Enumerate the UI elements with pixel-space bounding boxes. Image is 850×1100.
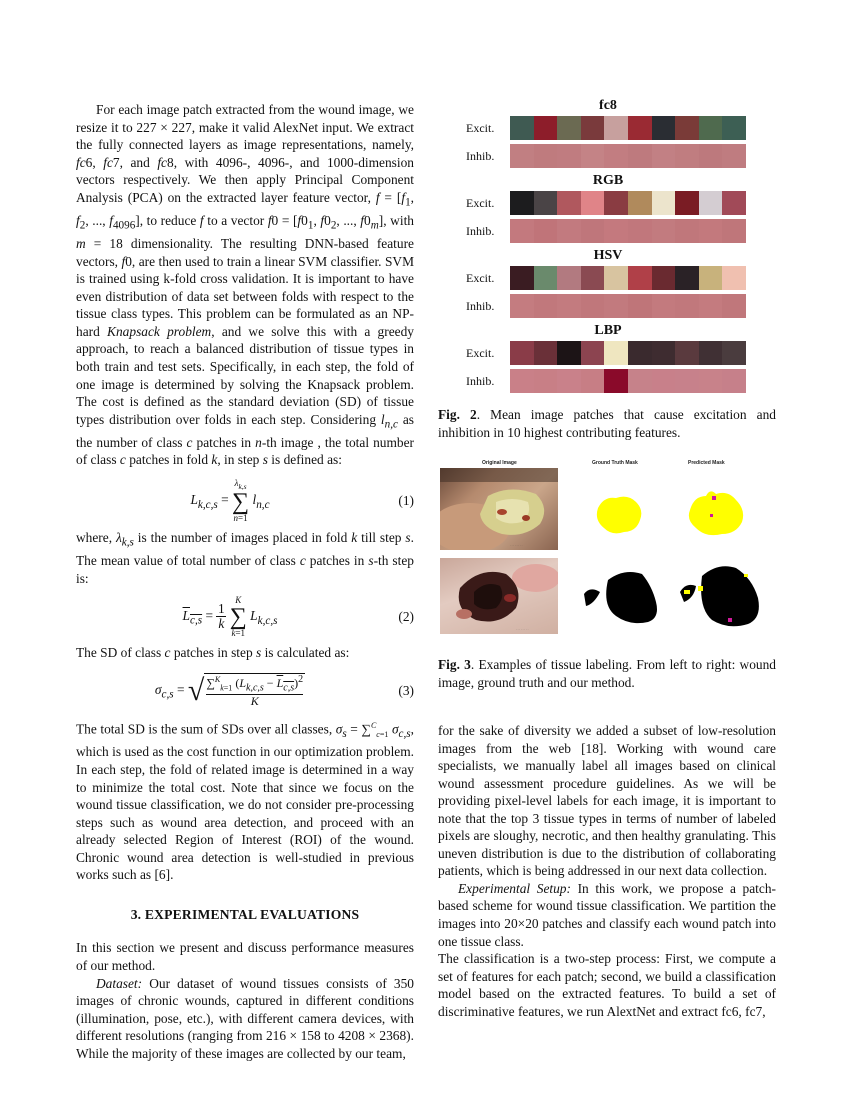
fig2-patch [628, 294, 652, 318]
fig2-patch-strip [510, 219, 746, 243]
right-column [438, 722, 776, 1020]
paragraph-lambda: where, $\lambda_{k,s}$ is the number of images placed in fold k till step s. The mean value of total number of class c patches in s-th step is: [76, 530, 415, 587]
equation-3-number: (3) [398, 683, 414, 699]
figure-3 [440, 460, 776, 638]
fig2-group-title: LBP [594, 323, 622, 338]
fig2-patch [581, 191, 605, 215]
fig2-inhib-label: Inhib. [466, 148, 495, 163]
dataset-label: Dataset: [96, 975, 143, 991]
fig2-patch [652, 116, 676, 140]
fig2-patch-strip [510, 116, 746, 140]
fig2-patch [722, 144, 746, 168]
fig2-excit-label: Excit. [466, 345, 495, 360]
fig2-inhib-label: Inhib. [466, 298, 495, 313]
fig2-patch [699, 116, 723, 140]
fig2-patch-strip [510, 341, 746, 365]
wound-photo-2-art [440, 558, 558, 634]
fig2-patch [581, 341, 605, 365]
fig2-patch [722, 266, 746, 290]
fig2-patch [699, 144, 723, 168]
fig2-excit-row [438, 190, 778, 216]
fig2-patch [652, 266, 676, 290]
fig2-patch [534, 191, 558, 215]
paragraph-classification: The classification is a two-step process: First, we compute a set of features for each patch; second, we build a classification model based on the extracted features. To build a set of discriminative features, we run AlextNet and extract fc6, fc7, [438, 951, 776, 1019]
fig2-inhib-row [438, 218, 778, 244]
fig2-patch [581, 219, 605, 243]
equation-3-body: $\sigma_{c,s}$ = √ $\frac{\sum^K_{k=1} (L_{k,c,s} - L_{c,s})^2}{K}$ [154, 674, 304, 708]
fig2-patch [534, 341, 558, 365]
fig2-patch [722, 116, 746, 140]
photo-1-watermark: . . . . . . . . [510, 543, 523, 547]
fig2-excit-label: Excit. [466, 270, 495, 285]
fig3-col-predicted: Predicted Mask [688, 460, 725, 466]
fig2-patch [699, 294, 723, 318]
fig3-caption-text: . Examples of tissue labeling. From left to right: wound image, ground truth and our method. [438, 657, 776, 690]
fig2-inhib-row [438, 293, 778, 319]
fig2-patch [510, 144, 534, 168]
wound-photo-1 [440, 468, 558, 550]
fig2-inhib-row [438, 143, 778, 169]
fig2-patch [557, 369, 581, 393]
paragraph-total-sd: The total SD is the sum of SDs over all classes, $\sigma_s = \sum^C_{c=1}$ $\sigma_{c,s}$, which is used as the cost function in our optimization problem. In each step, the fold of related image is determined in a way to minimize the total cost. Note that since we focus on the wound tissue classification, we do not consider pre-processing steps such as wound area detection, and proceed with an already selected Region of Interest (ROI) of the wound. Chronic wound area detection is well-studied in previous works such as [6]. [76, 720, 414, 883]
fig2-patch [699, 369, 723, 393]
fig2-patch [675, 341, 699, 365]
fig2-patch [722, 191, 746, 215]
fig2-patch-strip [510, 369, 746, 393]
fig2-patch [652, 341, 676, 365]
equation-3 [76, 673, 414, 709]
fig2-patch [652, 219, 676, 243]
paragraph-sd: The SD of class c patches in step s is calculated as: [76, 644, 350, 660]
photo-2-watermark: . . . . . . . . [516, 627, 529, 631]
paragraph-method: For each image patch extracted from the wound image, we resize it to 227 × 227, make it valid AlexNet input. We extract the fully connected layers as image representations, namely, fc6, fc7, and fc8, with 4096-, 4096-, and 1000-dimension vectors respectively. We then apply Principal Component Analysis (PCA) on the extracted layer feature vector, $f = [f_1$, $f_2$, ..., $f_{4096}$], to reduce f to a vector $f0 = [f0_1$, $f0_2$, ..., $f0_m$], with m = 18 dimensionality. The resulting DNN-based feature vectors, f0, are then used to train a linear SVM classifier. SVM is trained using k-fold cross validation. It is important to have even distribution of data set between folds with respect to the tissue class types. This problem can be formulated as an NP-hard Knapsack problem, and we solve this with a greedy approach, to reach a balanced distribution of tissue types in both train and test sets. Specifically, in each step, the fold of one image is determined by solving the Knapsack problem. The cost is defined as the standard deviation (SD) of tissue types distribution over folds in each step. Considering $l_{n,c}$ as the number of class c patches in n-th image , the total number of class c patches in fold k, in step s is defined as: [76, 102, 414, 468]
paragraph-dataset [76, 975, 414, 1063]
fig2-patch-strip [510, 191, 746, 215]
fig2-patch-strip [510, 266, 746, 290]
wound-photo-1-art [440, 468, 558, 550]
fig2-patch [628, 191, 652, 215]
setup-label: Experimental Setup: [458, 880, 571, 896]
fig2-excit-label: Excit. [466, 120, 495, 135]
fig2-inhib-label: Inhib. [466, 373, 495, 388]
fig2-excit-row [438, 340, 778, 366]
section-heading: 3. EXPERIMENTAL EVALUATIONS [130, 906, 360, 922]
fig2-group-title: fc8 [599, 98, 617, 113]
fig2-patch [675, 266, 699, 290]
fig2-patch [534, 219, 558, 243]
fig3-caption-label: Fig. 3 [438, 657, 471, 672]
fig2-patch [557, 191, 581, 215]
wound-photo-2 [440, 558, 558, 634]
fig2-patch [510, 191, 534, 215]
equation-2-body: $L_{c,s}$ = $\frac{1}{k}$ K ∑ k=1 $L_{k,c,s}$ [182, 594, 278, 638]
paragraph-intro-eval: In this section we present and discuss performance measures of our method. [76, 940, 414, 973]
fig2-patch [628, 219, 652, 243]
ground-truth-mask-1 [590, 490, 650, 540]
fig2-patch [534, 294, 558, 318]
fig2-groups [438, 96, 778, 394]
fig2-patch [534, 116, 558, 140]
fig2-patch [604, 191, 628, 215]
fig2-patch [510, 294, 534, 318]
left-column [76, 101, 414, 1062]
fig2-patch [534, 369, 558, 393]
paragraph-diversity: for the sake of diversity we added a subset of low-resolution images from the web [18]. Working with wound care specialists, we manually label all images based on clinical wound assessment procedure guidelines. As we will be providing pixel-level labels for each image, it is important to note that the top 3 tissue types in terms of number of labeled pixels are sloughy, necrotic, and then healthy granulating. This uneven distribution is due to the distribution of collaborating patients, which is being addressed in our next data collection. [438, 723, 776, 879]
fig2-patch [581, 266, 605, 290]
fig2-patch [581, 294, 605, 318]
fig3-col-truth: Ground Truth Mask [592, 460, 638, 466]
fig2-patch [652, 191, 676, 215]
figure-2 [438, 96, 778, 396]
fig2-patch [604, 219, 628, 243]
fig2-patch [604, 144, 628, 168]
fig2-patch [604, 294, 628, 318]
fig2-patch-strip [510, 144, 746, 168]
fig3-col-original: Original Image [482, 460, 517, 466]
fig2-patch [675, 116, 699, 140]
figure-2-caption [438, 406, 776, 441]
fig2-patch [510, 369, 534, 393]
fig2-patch [628, 144, 652, 168]
fig2-patch [628, 341, 652, 365]
fig2-patch [652, 369, 676, 393]
fig2-patch [557, 116, 581, 140]
predicted-mask-2 [678, 564, 762, 630]
equation-1 [76, 479, 414, 523]
fig2-caption-text: . Mean image patches that cause excitation and inhibition in 10 highest contributing features. [438, 407, 776, 440]
fig2-patch [604, 116, 628, 140]
fig2-patch [581, 144, 605, 168]
fig2-patch [628, 369, 652, 393]
fig2-patch [675, 144, 699, 168]
fig2-patch [628, 116, 652, 140]
predicted-mask-1 [684, 484, 748, 540]
fig2-patch [699, 266, 723, 290]
fig2-patch [604, 369, 628, 393]
equation-2-number: (2) [398, 608, 414, 624]
fig2-group-title: RGB [592, 173, 624, 188]
fig2-patch [699, 341, 723, 365]
fig2-patch [675, 191, 699, 215]
fig2-excit-row [438, 115, 778, 141]
fig2-group-title: HSV [593, 248, 623, 263]
fig2-patch [722, 219, 746, 243]
fig2-patch [557, 266, 581, 290]
equation-1-number: (1) [398, 493, 414, 509]
fig2-patch [557, 294, 581, 318]
fig2-patch [557, 144, 581, 168]
fig2-caption-label: Fig. 2 [438, 407, 477, 422]
paragraph-setup: Experimental Setup: In this work, we propose a patch-based scheme for wound tissue classification. We partition the images into 20×20 patches and classify each wound patch into one tissue class. [438, 880, 776, 949]
fig2-patch [534, 144, 558, 168]
fig2-patch [604, 341, 628, 365]
fig2-inhib-label: Inhib. [466, 223, 495, 238]
ground-truth-mask-2 [580, 568, 664, 628]
fig2-patch [722, 294, 746, 318]
fig2-patch [652, 144, 676, 168]
equation-1-body: $L_{k,c,s}$ = $\lambda_{k,s}$ ∑ n=1 $l_{n,c}$ [190, 477, 270, 524]
fig2-excit-row [438, 265, 778, 291]
fig2-patch [699, 219, 723, 243]
fig2-patch [675, 294, 699, 318]
fig2-patch [675, 219, 699, 243]
fig2-patch [722, 369, 746, 393]
fig2-patch [604, 266, 628, 290]
fig2-patch [510, 341, 534, 365]
fig2-patch [652, 294, 676, 318]
fig2-patch-strip [510, 294, 746, 318]
fig2-patch [722, 341, 746, 365]
fig2-patch [534, 266, 558, 290]
fig2-patch [557, 341, 581, 365]
fig2-patch [510, 219, 534, 243]
fig2-patch [699, 191, 723, 215]
fig2-patch [581, 369, 605, 393]
fig2-excit-label: Excit. [466, 195, 495, 210]
fig2-patch [557, 219, 581, 243]
fig2-inhib-row [438, 368, 778, 394]
fig2-patch [628, 266, 652, 290]
fig2-patch [581, 116, 605, 140]
fig2-patch [675, 369, 699, 393]
figure-3-caption [438, 656, 776, 691]
fig2-patch [510, 266, 534, 290]
fig2-patch [510, 116, 534, 140]
equation-2 [76, 596, 414, 638]
dataset-text: Our dataset of wound tissues consists of 350 images of chronic wounds, captured in different conditions (illumination, pose, etc.), with different camera devices, with different resolutions (ranging from 216 × 158 to 4208 × 2368). While the majority of these images are collected by our team, [76, 975, 414, 1061]
